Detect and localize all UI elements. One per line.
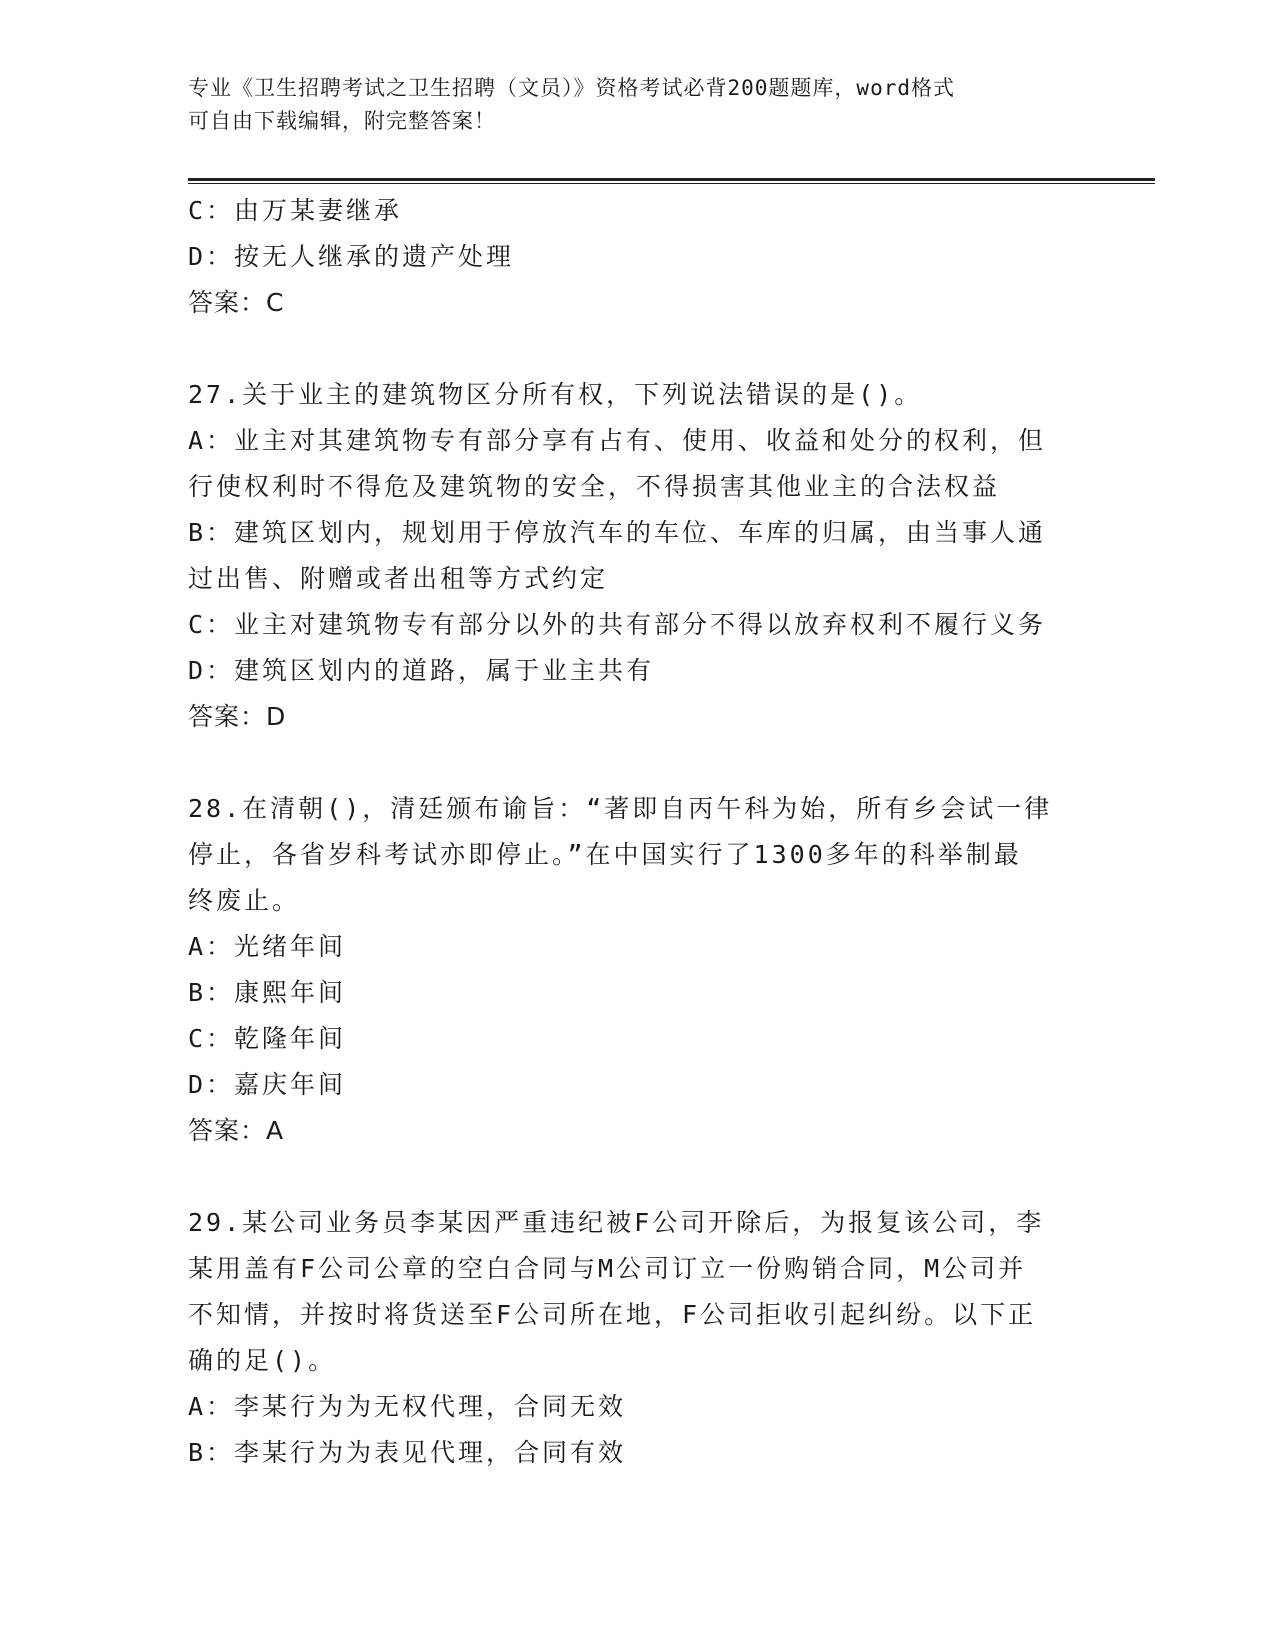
spacer <box>188 740 1088 786</box>
question-26 <box>188 188 1088 326</box>
answer: 答案：A <box>188 1116 285 1145</box>
option-a: A：李某行为为无权代理，合同无效 <box>188 1392 627 1421</box>
spacer <box>188 1154 1088 1200</box>
option-b: B：李某行为为表见代理，合同有效 <box>188 1438 627 1467</box>
option-d: D：嘉庆年间 <box>188 1070 347 1099</box>
option-b-continued: 过出售、附赠或者出租等方式约定 <box>188 564 609 593</box>
option-a: A：业主对其建筑物专有部分享有占有、使用、收益和处分的权利，但 <box>188 426 1047 455</box>
question-stem-continued: 终废止。 <box>188 886 301 915</box>
option-c: C：乾隆年间 <box>188 1024 347 1053</box>
question-stem: 27.关于业主的建筑物区分所有权，下列说法错误的是()。 <box>188 380 923 409</box>
question-list <box>188 188 1088 1476</box>
option-b: B：建筑区划内，规划用于停放汽车的车位、车库的归属，由当事人通 <box>188 518 1047 547</box>
question-28 <box>188 786 1088 1154</box>
question-29 <box>188 1200 1088 1476</box>
header-title-line-2: 可自由下载编辑，附完整答案！ <box>188 109 496 133</box>
question-27 <box>188 372 1088 740</box>
option-b: B：康熙年间 <box>188 978 347 1007</box>
option-a: A：光绪年间 <box>188 932 347 961</box>
header-divider <box>188 178 1155 184</box>
question-stem: 28.在清朝()，清廷颁布谕旨：“著即自丙午科为始，所有乡会试一律 <box>188 794 1053 823</box>
question-stem-continued: 不知情，并按时将货送至F公司所在地，F公司拒收引起纠纷。以下正 <box>188 1300 1037 1329</box>
question-stem: 29.某公司业务员李某因严重违纪被F公司开除后，为报复该公司，李 <box>188 1208 1045 1237</box>
option-d: D：按无人继承的遗产处理 <box>188 242 515 271</box>
header-title-line-1: 专业《卫生招聘考试之卫生招聘（文员）》资格考试必背200题题库，word格式 <box>188 76 955 100</box>
question-stem-continued: 某用盖有F公司公章的空白合同与M公司订立一份购销合同，M公司并 <box>188 1254 1027 1283</box>
question-stem-continued: 停止，各省岁科考试亦即停止。”在中国实行了1300多年的科举制最 <box>188 840 1022 869</box>
option-c: C：业主对建筑物专有部分以外的共有部分不得以放弃权利不履行义务 <box>188 610 1047 639</box>
option-a-continued: 行使权利时不得危及建筑物的安全，不得损害其他业主的合法权益 <box>188 472 1001 501</box>
page-header <box>188 72 1088 138</box>
option-c: C：由万某妻继承 <box>188 196 403 225</box>
answer: 答案：D <box>188 702 287 731</box>
spacer <box>188 326 1088 372</box>
question-stem-continued: 确的足()。 <box>188 1346 337 1375</box>
option-d: D：建筑区划内的道路，属于业主共有 <box>188 656 655 685</box>
answer: 答案：C <box>188 288 285 317</box>
